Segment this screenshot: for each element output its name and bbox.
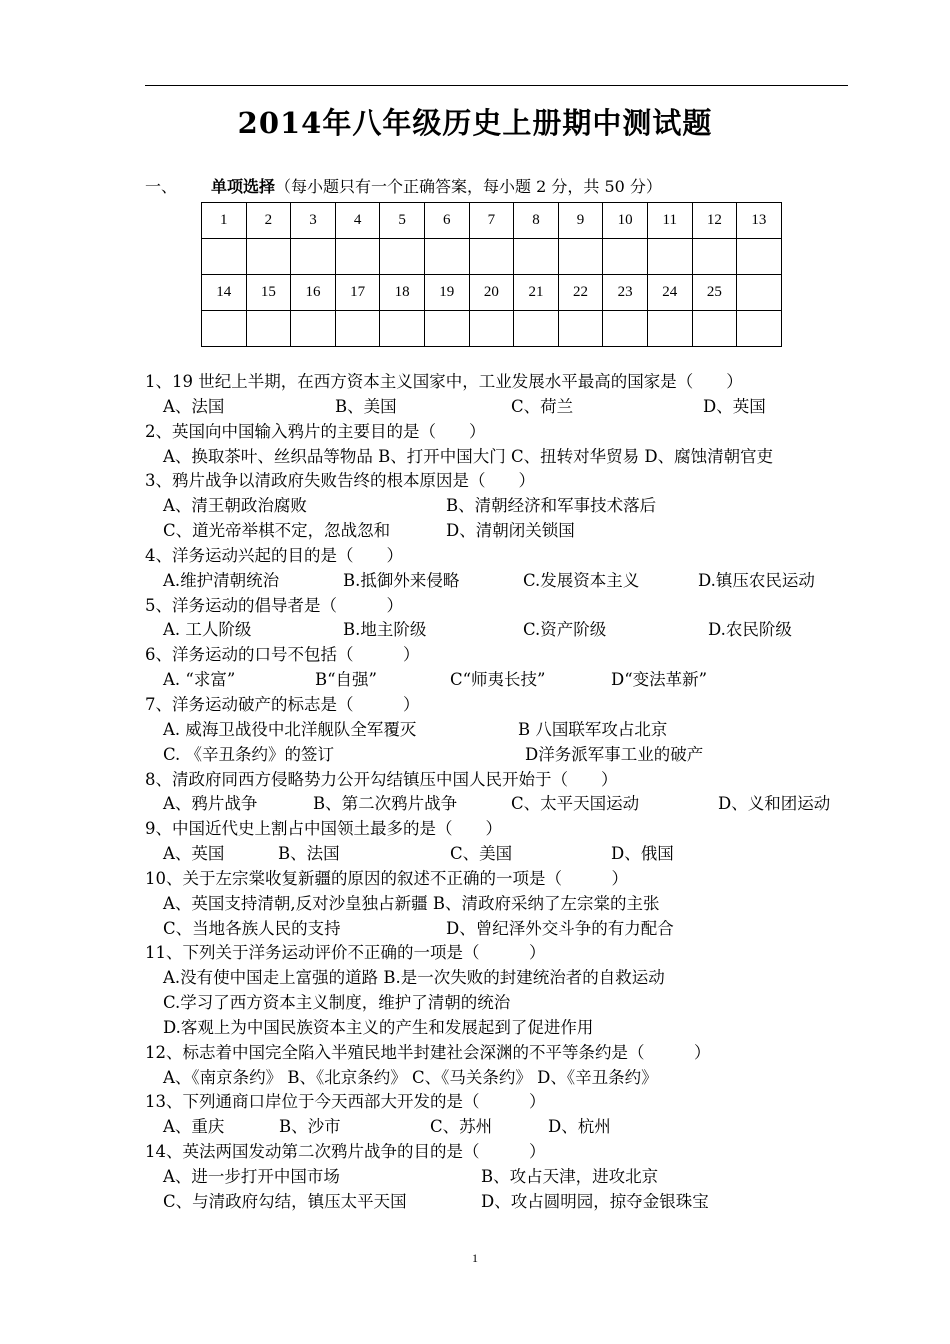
answer-cell[interactable] xyxy=(246,239,291,275)
question-stem: 6、洋务运动的口号不包括（ ） xyxy=(145,645,420,665)
section-number: 一、 xyxy=(145,177,178,196)
answer-cell[interactable] xyxy=(603,239,648,275)
option-row xyxy=(145,842,855,867)
answer-cell[interactable] xyxy=(647,239,692,275)
answer-option[interactable]: C.发展资本主义 xyxy=(523,570,640,590)
section-heading xyxy=(145,174,662,197)
answer-cell[interactable] xyxy=(202,239,247,275)
answer-cell[interactable] xyxy=(424,239,469,275)
question-list xyxy=(145,370,855,1215)
answer-option[interactable]: B.抵御外来侵略 xyxy=(343,570,460,590)
answer-cell[interactable] xyxy=(558,311,603,347)
answer-cell[interactable] xyxy=(335,239,380,275)
answer-option[interactable]: D“变法革新” xyxy=(611,670,708,690)
grid-number-row-2 xyxy=(202,275,782,311)
answer-option[interactable]: B、攻占天津，进攻北京 xyxy=(481,1167,659,1186)
question-stem: 4、洋务运动兴起的目的是（ ） xyxy=(145,545,403,565)
page-number: 1 xyxy=(472,1251,478,1265)
question-stem: 8、清政府同西方侵略势力公开勾结镇压中国人民开始于（ ） xyxy=(145,769,618,789)
grid-number-cell: 18 xyxy=(380,275,425,311)
option-row xyxy=(145,1165,855,1190)
page-title: 2014年八年级历史上册期中测试题 xyxy=(237,106,713,140)
option-row xyxy=(145,445,855,470)
answer-grid xyxy=(201,202,782,347)
grid-number-cell: 17 xyxy=(335,275,380,311)
answer-option[interactable]: A、《南京条约》 B、《北京条约》 C、《马关条约》 D、《辛丑条约》 xyxy=(163,1067,658,1087)
section-title: 单项选择 xyxy=(211,177,276,196)
answer-cell[interactable] xyxy=(246,311,291,347)
answer-option[interactable]: A、英国支持清朝,反对沙皇独占新疆 B、清政府采纳了左宗棠的主张 xyxy=(163,893,660,913)
grid-number-cell: 6 xyxy=(424,203,469,239)
grid-answer-row-1 xyxy=(202,239,782,275)
question-stem: 10、关于左宗棠收复新疆的原因的叙述不正确的一项是（ ） xyxy=(145,868,628,888)
question-stem: 14、英法两国发动第二次鸦片战争的目的是（ ） xyxy=(145,1142,546,1162)
answer-option[interactable]: D.镇压农民运动 xyxy=(698,570,815,590)
grid-number-cell: 15 xyxy=(246,275,291,311)
grid-number-cell: 24 xyxy=(647,275,692,311)
answer-option[interactable]: A. 工人阶级 xyxy=(163,620,252,640)
answer-option[interactable]: A、进一步打开中国市场 xyxy=(163,1167,340,1186)
answer-option[interactable]: D洋务派军事工业的破产 xyxy=(525,744,704,764)
answer-option[interactable]: C、苏州 xyxy=(430,1117,493,1137)
question-stem: 12、标志着中国完全陷入半殖民地半封建社会深渊的不平等条约是（ ） xyxy=(145,1042,711,1062)
answer-cell[interactable] xyxy=(202,311,247,347)
answer-option[interactable]: A. “求富” xyxy=(163,670,236,690)
answer-option[interactable]: A、法国 xyxy=(163,396,225,416)
answer-cell[interactable] xyxy=(737,311,782,347)
grid-number-cell: 2 xyxy=(246,203,291,239)
grid-number-cell: 5 xyxy=(380,203,425,239)
section-note: （每小题只有一个正确答案，每小题 2 分，共 50 分） xyxy=(275,177,662,196)
answer-option[interactable]: A、重庆 xyxy=(163,1117,225,1137)
option-row xyxy=(145,569,855,594)
answer-cell[interactable] xyxy=(335,311,380,347)
answer-cell[interactable] xyxy=(514,239,559,275)
grid-number-cell: 19 xyxy=(424,275,469,311)
answer-option[interactable]: A. 威海卫战役中北洋舰队全军覆灭 xyxy=(163,719,417,739)
option-row xyxy=(145,668,855,693)
answer-option[interactable]: C、与清政府勾结，镇压太平天国 xyxy=(163,1191,407,1211)
answer-option[interactable]: B、法国 xyxy=(278,844,340,864)
answer-option[interactable]: A.维护清朝统治 xyxy=(163,570,280,590)
answer-cell[interactable] xyxy=(514,311,559,347)
grid-number-cell: 20 xyxy=(469,275,514,311)
grid-number-cell: 16 xyxy=(291,275,336,311)
answer-cell[interactable] xyxy=(291,239,336,275)
grid-number-cell: 9 xyxy=(558,203,603,239)
answer-option[interactable]: D、杭州 xyxy=(548,1117,611,1137)
answer-option[interactable]: A.没有使中国走上富强的道路 B.是一次失败的封建统治者的自救运动 xyxy=(163,968,665,988)
option-row xyxy=(145,1115,855,1140)
option-row xyxy=(145,718,855,743)
answer-option[interactable]: C“师夷长技” xyxy=(450,670,546,690)
answer-option[interactable]: A、换取茶叶、丝织品等物品 B、打开中国大门 C、扭转对华贸易 D、腐蚀清朝官吏 xyxy=(163,446,774,466)
option-row xyxy=(145,1016,855,1041)
answer-option[interactable]: C.资产阶级 xyxy=(523,620,607,640)
answer-option[interactable]: B、沙市 xyxy=(279,1117,341,1137)
question-stem: 9、中国近代史上割占中国领土最多的是（ ） xyxy=(145,819,502,839)
option-row xyxy=(145,892,855,917)
answer-option[interactable]: C、道光帝举棋不定，忽战忽和 xyxy=(163,521,391,541)
answer-cell[interactable] xyxy=(424,311,469,347)
answer-option[interactable]: D.客观上为中国民族资本主义的产生和发展起到了促进作用 xyxy=(163,1017,594,1037)
answer-cell[interactable] xyxy=(737,239,782,275)
grid-number-cell: 22 xyxy=(558,275,603,311)
grid-number-cell: 14 xyxy=(202,275,247,311)
grid-number-cell: 11 xyxy=(647,203,692,239)
grid-number-cell: 1 xyxy=(202,203,247,239)
grid-number-row-1 xyxy=(202,203,782,239)
answer-option[interactable]: C、当地各族人民的支持 xyxy=(163,918,341,938)
answer-option[interactable]: D、曾纪泽外交斗争的有力配合 xyxy=(446,918,674,938)
answer-option[interactable]: D、义和团运动 xyxy=(718,794,831,814)
option-row xyxy=(145,494,855,519)
grid-number-cell: 3 xyxy=(291,203,336,239)
answer-option[interactable]: B、清朝经济和军事技术落后 xyxy=(446,496,657,516)
option-row xyxy=(145,618,855,643)
answer-cell[interactable] xyxy=(469,311,514,347)
question-stem: 3、鸦片战争以清政府失败告终的根本原因是（ ） xyxy=(145,471,535,491)
option-row xyxy=(145,966,855,991)
grid-number-cell: 4 xyxy=(335,203,380,239)
answer-cell[interactable] xyxy=(603,311,648,347)
answer-option[interactable]: B“自强” xyxy=(315,670,377,690)
grid-number-cell: 12 xyxy=(692,203,737,239)
grid-number-cell: 8 xyxy=(514,203,559,239)
grid-number-cell: 25 xyxy=(692,275,737,311)
answer-cell[interactable] xyxy=(469,239,514,275)
answer-option[interactable]: B、美国 xyxy=(335,396,397,416)
option-row xyxy=(145,1190,855,1215)
grid-number-cell xyxy=(737,275,782,311)
answer-option[interactable]: B.地主阶级 xyxy=(343,620,427,640)
question-stem: 7、洋务运动破产的标志是（ ） xyxy=(145,694,420,714)
answer-option[interactable]: C.学习了西方资本主义制度，维护了清朝的统治 xyxy=(163,993,511,1013)
answer-option[interactable]: C. 《辛丑条约》的签订 xyxy=(163,744,335,764)
option-row xyxy=(145,917,855,942)
grid-number-cell: 21 xyxy=(514,275,559,311)
answer-option[interactable]: A、鸦片战争 xyxy=(163,794,258,814)
answer-cell[interactable] xyxy=(692,239,737,275)
answer-cell[interactable] xyxy=(692,311,737,347)
answer-option[interactable]: D、清朝闭关锁国 xyxy=(446,521,575,541)
answer-option[interactable]: A、英国 xyxy=(163,844,225,864)
answer-cell[interactable] xyxy=(647,311,692,347)
grid-number-cell: 13 xyxy=(737,203,782,239)
header-rule xyxy=(145,85,848,86)
grid-number-cell: 10 xyxy=(603,203,648,239)
answer-option[interactable]: D、俄国 xyxy=(611,844,674,864)
answer-cell[interactable] xyxy=(380,239,425,275)
grid-number-cell: 23 xyxy=(603,275,648,311)
question-stem: 2、英国向中国输入鸦片的主要目的是（ ） xyxy=(145,421,486,441)
answer-option[interactable]: C、太平天国运动 xyxy=(511,794,640,814)
question-stem: 1、19 世纪上半期，在西方资本主义国家中，工业发展水平最高的国家是（ ） xyxy=(145,372,743,391)
option-row xyxy=(145,519,855,544)
answer-option[interactable]: B 八国联军攻占北京 xyxy=(518,719,668,739)
answer-option[interactable]: B、第二次鸦片战争 xyxy=(313,794,458,814)
answer-option[interactable]: D.农民阶级 xyxy=(708,620,792,640)
grid-answer-row-2 xyxy=(202,311,782,347)
answer-option[interactable]: C、荷兰 xyxy=(511,396,574,416)
option-row xyxy=(145,743,855,768)
answer-option[interactable]: A、清王朝政治腐败 xyxy=(163,496,307,516)
answer-option[interactable]: C、美国 xyxy=(450,844,513,864)
grid-number-cell: 7 xyxy=(469,203,514,239)
answer-option[interactable]: D、英国 xyxy=(703,396,766,416)
answer-option[interactable]: D、攻占圆明园，掠夺金银珠宝 xyxy=(481,1191,709,1211)
question-stem: 13、下列通商口岸位于今天西部大开发的是（ ） xyxy=(145,1092,546,1112)
answer-cell[interactable] xyxy=(558,239,603,275)
option-row xyxy=(145,395,855,420)
option-row xyxy=(145,991,855,1016)
question-stem: 11、下列关于洋务运动评价不正确的一项是（ ） xyxy=(145,943,546,963)
answer-cell[interactable] xyxy=(380,311,425,347)
answer-cell[interactable] xyxy=(291,311,336,347)
option-row xyxy=(145,792,855,817)
option-row xyxy=(145,1066,855,1091)
question-stem: 5、洋务运动的倡导者是（ ） xyxy=(145,595,403,615)
